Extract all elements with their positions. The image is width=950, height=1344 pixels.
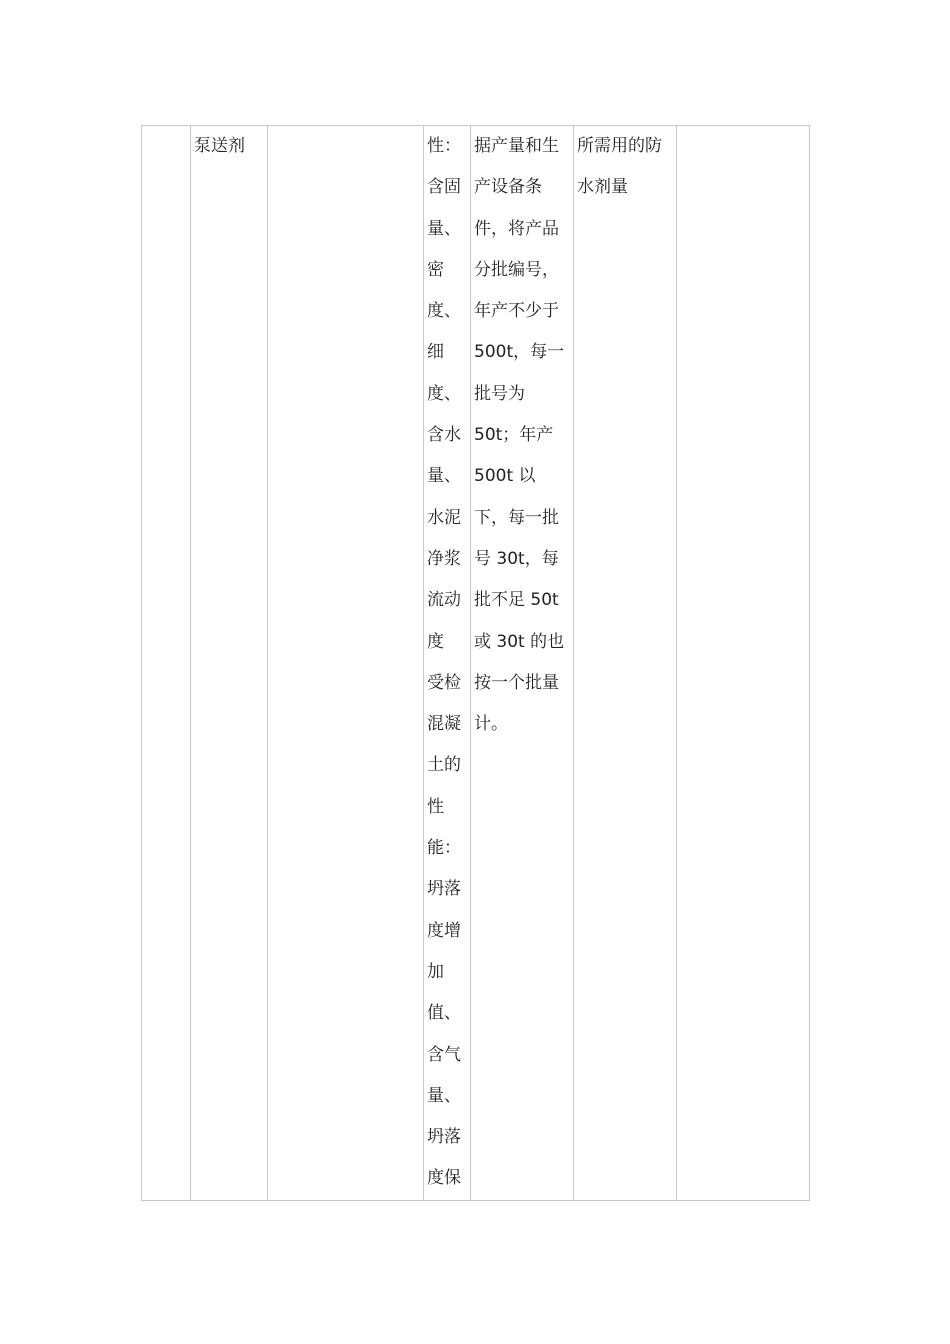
text-line: 量、 [427, 218, 461, 239]
text-line: 密 [427, 259, 444, 280]
text-line: 性 [427, 796, 444, 817]
text-line: 度保 [427, 1168, 461, 1189]
text-line: 流动 [427, 590, 461, 611]
text-line: 值、 [427, 1003, 461, 1024]
text-line: 细 [427, 342, 444, 363]
test-items-text [424, 126, 470, 1200]
text-line: 号 30t，每 [474, 548, 559, 569]
cell-col7 [677, 126, 810, 1201]
sample-quantity-text [574, 126, 676, 209]
text-line: 含气 [427, 1044, 461, 1065]
cell-product-name [191, 126, 268, 1201]
text-line: 所需用的防 [577, 136, 662, 156]
text-line: 土的 [427, 755, 461, 776]
text-line: 净浆 [427, 548, 461, 569]
text-line: 500t，每一 [474, 342, 565, 363]
text-line: 能： [427, 838, 461, 859]
text-line: 水剂量 [577, 177, 628, 198]
text-line: 分批编号， [474, 259, 559, 280]
text-line: 或 30t 的也 [474, 631, 565, 652]
text-line: 度、 [427, 383, 461, 404]
cell-batch-rules [471, 126, 574, 1201]
text-line: 加 [427, 961, 444, 982]
text-line: 件，将产品 [474, 218, 559, 239]
cell-col3 [268, 126, 424, 1201]
text-line: 度 [427, 631, 444, 652]
text-line: 据产量和生 [474, 136, 559, 156]
text-line: 计。 [474, 714, 508, 735]
batch-rules-text [471, 126, 573, 745]
text-line: 下，每一批 [474, 507, 559, 528]
text-line: 批号为 [474, 383, 525, 404]
text-line: 坍落 [427, 879, 461, 900]
text-line: 按一个批量 [474, 672, 559, 693]
cell-test-items [424, 126, 471, 1201]
text-line: 混凝 [427, 714, 461, 735]
text-line: 量、 [427, 466, 461, 487]
spec-table [141, 125, 810, 1201]
text-line: 性： [427, 136, 461, 156]
text-line: 受检 [427, 672, 461, 693]
text-line: 含固 [427, 177, 461, 198]
text-line: 500t 以 [474, 466, 536, 487]
text-line: 度增 [427, 920, 461, 941]
product-name-text: 泵送剂 [194, 136, 245, 156]
text-line: 50t；年产 [474, 425, 554, 446]
text-line: 量、 [427, 1085, 461, 1106]
text-line: 含水 [427, 425, 461, 446]
text-line: 年产不少于 [474, 301, 559, 322]
text-line: 水泥 [427, 507, 461, 528]
cell-col1 [142, 126, 191, 1201]
table-row [142, 126, 810, 1201]
cell-sample-quantity [574, 126, 677, 1201]
text-line: 产设备条 [474, 177, 542, 198]
text-line: 度、 [427, 301, 461, 322]
text-line: 批不足 50t [474, 590, 559, 611]
text-line: 坍落 [427, 1127, 461, 1148]
